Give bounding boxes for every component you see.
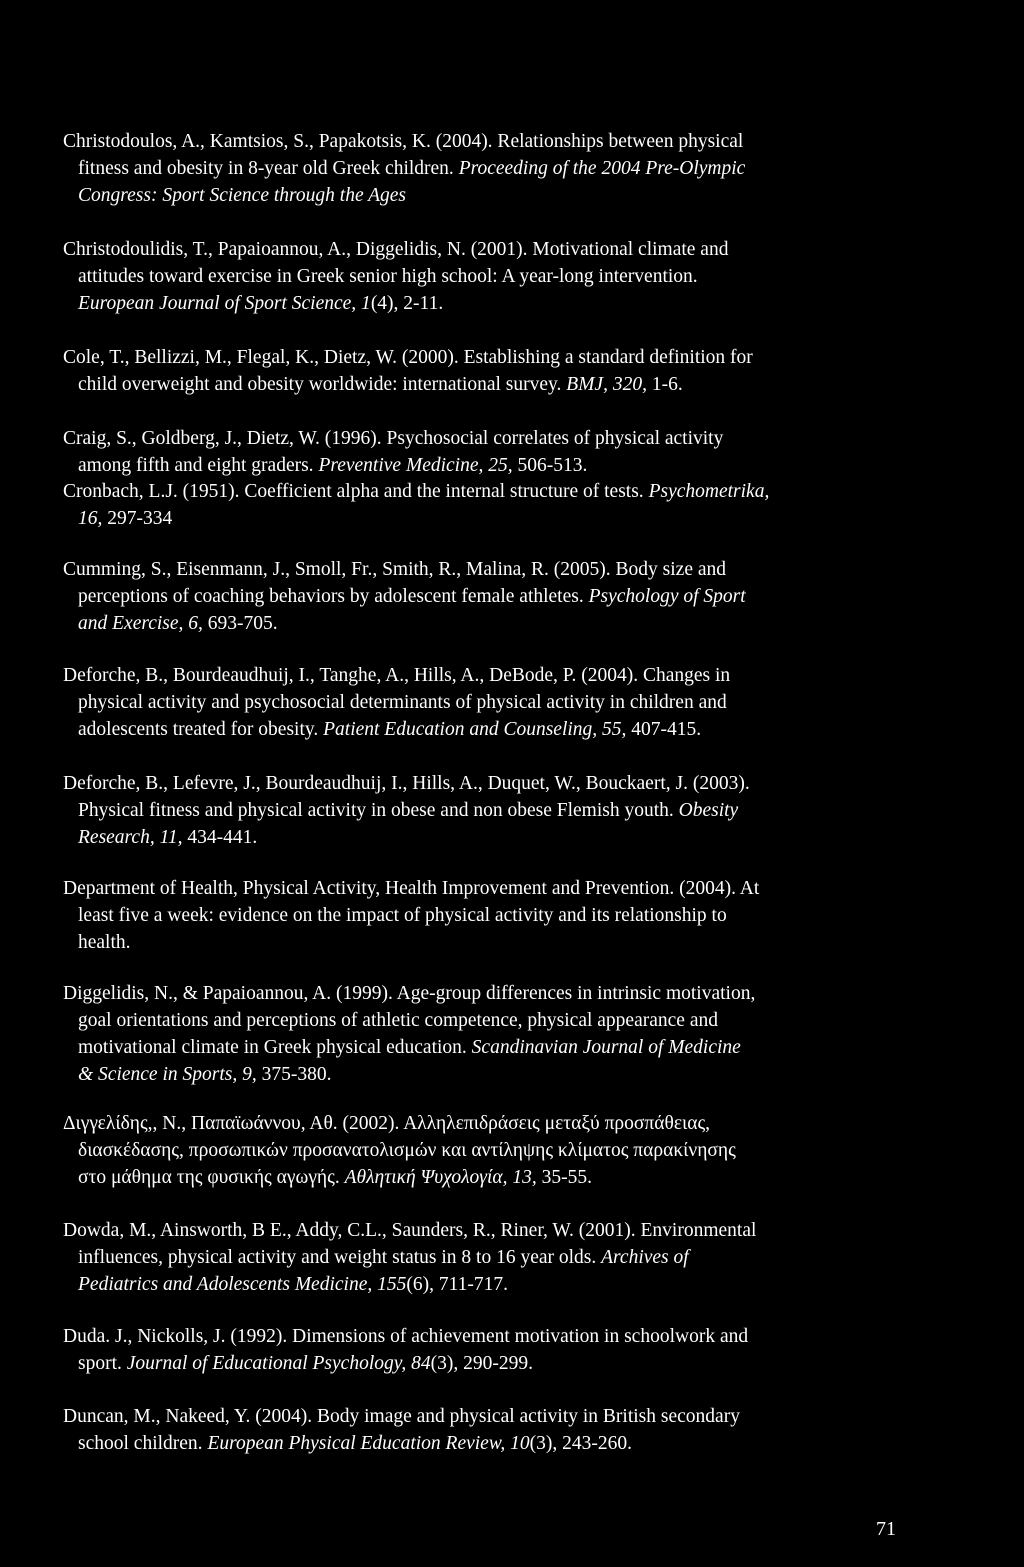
reference-line [65, 1110, 900, 1137]
reference-entry [65, 478, 900, 532]
reference-text: διασκέδασης, προσωπικών προσανατολισμών και αντίληψης κλίματος παρακίνησης [78, 1140, 736, 1161]
reference-line [65, 1061, 900, 1088]
reference-text: perceptions of coaching behaviors by adolescent female athletes. [78, 586, 589, 607]
reference-line [65, 875, 900, 902]
reference-text: sport. [78, 1353, 127, 1374]
reference-italic-text: Scandinavian Journal of Medicine [471, 1037, 741, 1058]
reference-line [65, 980, 900, 1007]
reference-line [65, 662, 900, 689]
reference-text: adolescents treated for obesity. [78, 719, 324, 740]
reference-entry [65, 875, 900, 956]
reference-entry [65, 236, 900, 317]
reference-text: στο μάθημα της φυσικής αγωγής. [78, 1167, 345, 1188]
reference-entry [65, 128, 900, 209]
reference-entry [65, 1110, 900, 1191]
reference-line [65, 770, 900, 797]
reference-line [65, 478, 900, 505]
reference-line [65, 290, 900, 317]
reference-line [65, 583, 900, 610]
reference-text: (3), 243-260. [529, 1433, 633, 1454]
reference-text: 35-55. [536, 1167, 593, 1188]
reference-italic-text: European Physical Education Review, 10 [207, 1433, 530, 1454]
reference-line [65, 689, 900, 716]
reference-text: fitness and obesity in 8-year old Greek children. [78, 158, 459, 179]
reference-italic-text: & Science in Sports, 9, [78, 1064, 257, 1085]
reference-text: school children. [78, 1433, 208, 1454]
reference-line [65, 505, 900, 532]
reference-italic-text: Archives of [601, 1247, 689, 1268]
reference-line [65, 1350, 900, 1377]
reference-line [65, 1403, 900, 1430]
reference-text: Διγγελίδης,, Ν., Παπαϊωάννου, Αθ. (2002). Αλληλεπιδράσεις μεταξύ προσπάθειας, [63, 1113, 711, 1134]
reference-italic-text: Obesity [678, 800, 739, 821]
page-number: 71 [876, 1518, 896, 1540]
reference-text: Deforche, B., Bourdeaudhuij, I., Tanghe, A., Hills, A., DeBode, P. (2004). Changes in [63, 665, 731, 686]
reference-text: Duda. J., Nickolls, J. (1992). Dimensions of achievement motivation in schoolwork and [63, 1326, 749, 1347]
reference-text: goal orientations and perceptions of athletic competence, physical appearance and [78, 1010, 718, 1031]
reference-text: Deforche, B., Lefevre, J., Bourdeaudhuij, I., Hills, A., Duquet, W., Bouckaert, J. (2003). [63, 773, 750, 794]
reference-line [65, 263, 900, 290]
reference-italic-text: BMJ, 320, [566, 374, 647, 395]
reference-line [65, 182, 900, 209]
reference-text: Cole, T., Bellizzi, M., Flegal, K., Dietz, W. (2000). Establishing a standard definition for [63, 347, 753, 368]
reference-text: child overweight and obesity worldwide: international survey. [78, 374, 567, 395]
reference-line [65, 155, 900, 182]
reference-text: 506-513. [512, 455, 588, 476]
reference-italic-text: Proceeding of the 2004 Pre-Olympic [458, 158, 746, 179]
reference-text: among fifth and eight graders. [78, 455, 319, 476]
reference-text: 1-6. [646, 374, 683, 395]
reference-line [65, 1164, 900, 1191]
reference-text: 693-705. [202, 613, 278, 634]
reference-italic-text: Congress: Sport Science through the Ages [78, 185, 407, 206]
reference-line [65, 371, 900, 398]
reference-line [65, 1244, 900, 1271]
reference-text: 407-415. [626, 719, 702, 740]
reference-text: Christodoulos, A., Kamtsios, S., Papakotsis, K. (2004). Relationships between physical [63, 131, 744, 152]
reference-text: physical activity and psychosocial determinants of physical activity in children and [78, 692, 727, 713]
reference-line [65, 1323, 900, 1350]
reference-line [65, 425, 900, 452]
reference-italic-text: Αθλητική Ψυχολογία, 13, [344, 1167, 537, 1188]
reference-text: Cumming, S., Eisenmann, J., Smoll, Fr., Smith, R., Malina, R. (2005). Body size and [63, 559, 727, 580]
reference-text: Department of Health, Physical Activity, Health Improvement and Prevention. (2004). At [63, 878, 760, 899]
reference-text: Craig, S., Goldberg, J., Dietz, W. (1996). Psychosocial correlates of physical activity [63, 428, 724, 449]
reference-line [65, 1137, 900, 1164]
reference-text: Dowda, M., Ainsworth, B E., Addy, C.L., Saunders, R., Riner, W. (2001). Environmental [63, 1220, 757, 1241]
reference-entry [65, 770, 900, 851]
reference-italic-text: Research, 11, [78, 827, 183, 848]
reference-line [65, 128, 900, 155]
reference-line [65, 556, 900, 583]
reference-italic-text: Psychology of Sport [588, 586, 746, 607]
reference-line [65, 1034, 900, 1061]
reference-text: attitudes toward exercise in Greek senior high school: A year-long intervention. [78, 266, 698, 287]
reference-italic-text: Pediatrics and Adolescents Medicine, 155 [78, 1274, 407, 1295]
reference-entry [65, 980, 900, 1088]
reference-italic-text: Patient Education and Counseling, 55, [323, 719, 627, 740]
reference-entry [65, 556, 900, 637]
reference-entry [65, 1323, 900, 1377]
reference-text: 297-334 [102, 508, 173, 529]
reference-line [65, 902, 900, 929]
reference-line [65, 1007, 900, 1034]
reference-line [65, 1430, 900, 1457]
reference-entry [65, 662, 900, 743]
reference-text: health. [78, 932, 131, 953]
reference-text: Duncan, M., Nakeed, Y. (2004). Body image and physical activity in British secondary [63, 1406, 740, 1427]
reference-text: (6), 711-717. [406, 1274, 508, 1295]
reference-text: (3), 290-299. [430, 1353, 533, 1374]
reference-text: Diggelidis, N., & Papaioannou, A. (1999). Age-group differences in intrinsic motivation, [63, 983, 756, 1004]
reference-entry [65, 425, 900, 479]
reference-text: 434-441. [182, 827, 258, 848]
reference-entry [65, 1403, 900, 1457]
reference-line [65, 824, 900, 851]
reference-line [65, 236, 900, 263]
reference-line [65, 1271, 900, 1298]
reference-text: Cronbach, L.J. (1951). Coefficient alpha and the internal structure of tests. [63, 481, 649, 502]
reference-text: Christodoulidis, T., Papaioannou, A., Diggelidis, N. (2001). Motivational climate and [63, 239, 729, 260]
reference-line [65, 610, 900, 637]
reference-italic-text: 16, [78, 508, 103, 529]
reference-line [65, 797, 900, 824]
reference-line [65, 452, 900, 479]
reference-italic-text: and Exercise, 6, [78, 613, 203, 634]
reference-line [65, 1217, 900, 1244]
reference-text: Physical fitness and physical activity in obese and non obese Flemish youth. [78, 800, 679, 821]
reference-italic-text: Preventive Medicine, 25, [318, 455, 513, 476]
reference-line [65, 716, 900, 743]
reference-text: least five a week: evidence on the impact of physical activity and its relationship to [78, 905, 727, 926]
reference-italic-text: Journal of Educational Psychology, 84 [126, 1353, 431, 1374]
reference-text: 375-380. [256, 1064, 332, 1085]
reference-entry [65, 344, 900, 398]
reference-text: (4), 2-11. [370, 293, 444, 314]
reference-italic-text: Psychometrika, [648, 481, 770, 502]
reference-italic-text: European Journal of Sport Science, 1 [78, 293, 371, 314]
reference-text: influences, physical activity and weight status in 8 to 16 year olds. [78, 1247, 602, 1268]
reference-entry [65, 1217, 900, 1298]
reference-line [65, 344, 900, 371]
reference-line [65, 929, 900, 956]
reference-text: motivational climate in Greek physical education. [78, 1037, 472, 1058]
